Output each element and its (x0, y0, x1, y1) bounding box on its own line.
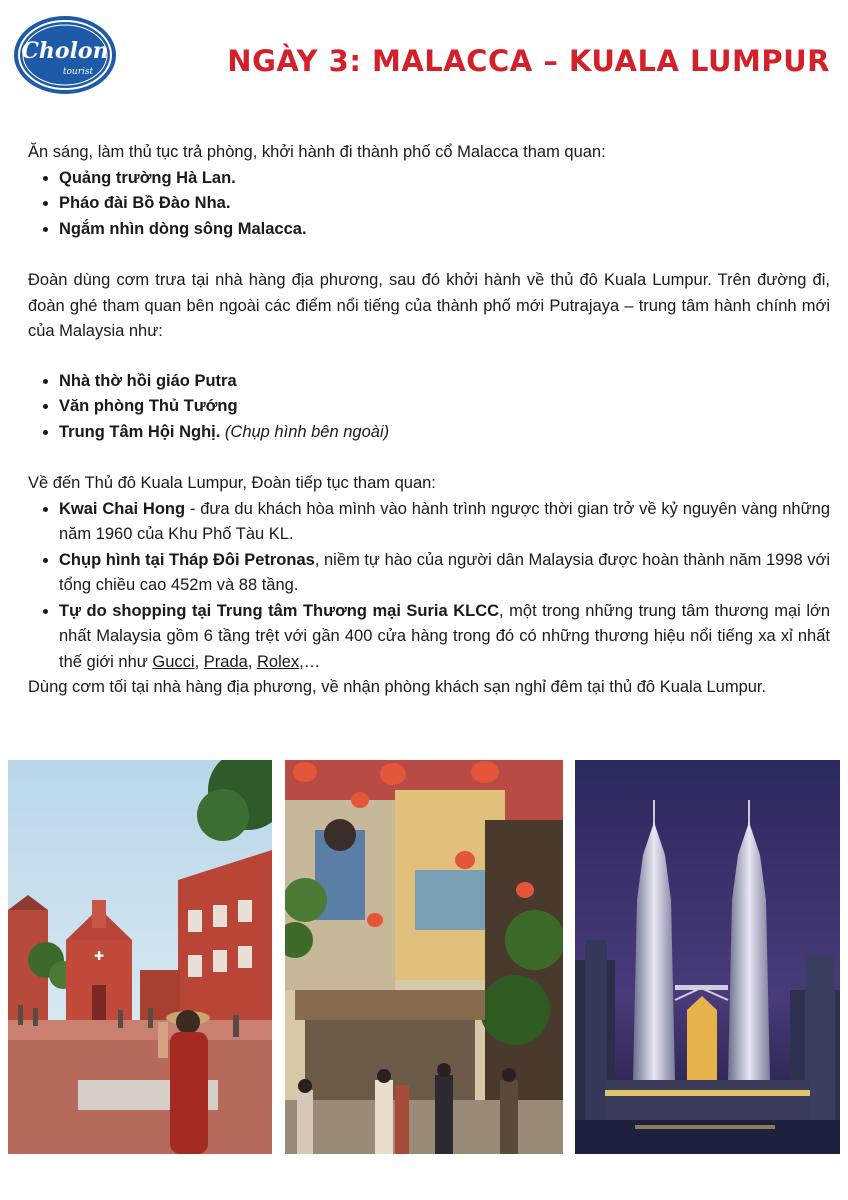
section2-paragraph: Đoàn dùng cơm trưa tại nhà hàng địa phương, sau đó khởi hành về thủ đô Kuala Lumpur. Trên đường đi, đoàn ghé tham quan bên ngoài các điểm nổi tiếng của thành phố mới Putrajaya – trung tâm hành chính mới của Malaysia như: (28, 271, 830, 340)
brand-link-gucci[interactable]: Gucci (152, 652, 195, 671)
list-item: • Nhà thờ hồi giáo Putra (59, 369, 830, 395)
list-item: • Trung Tâm Hội Nghị. (Chụp hình bên ngoài) (59, 420, 830, 446)
list-item: • Quảng trường Hà Lan. (59, 166, 830, 192)
brand-link-rolex[interactable]: Rolex (256, 652, 300, 671)
section1-intro: Ăn sáng, làm thủ tục trả phòng, khởi hành đi thành phố cổ Malacca tham quan: (28, 143, 606, 161)
page-title: NGÀY 3: MALACCA – KUALA LUMPUR (227, 44, 830, 78)
section2-list (28, 369, 830, 446)
logo-text: Cholon (21, 38, 109, 64)
section1-list (28, 166, 830, 243)
section3-list (28, 497, 830, 676)
section3-closing: Dùng cơm tối tại nhà hàng địa phương, về nhận phòng khách sạn nghỉ đêm tại thủ đô Kuala Lumpur. (28, 678, 767, 696)
photo-malacca-square (8, 760, 272, 1154)
brand-link-prada[interactable]: Prada (203, 652, 248, 671)
list-item: • Ngắm nhìn dòng sông Malacca. (59, 217, 830, 243)
photo-gallery (8, 760, 840, 1154)
church-cross-icon: ✚ (93, 949, 105, 963)
list-item: • Tự do shopping tại Trung tâm Thương mại Suria KLCC, một trong những trung tâm thương mại lớn nhất Malaysia gồm 6 tầng trệt với gần 400 cửa hàng trong đó có những thương hiệu nổi tiếng xa xỉ nhất thế giới như Gucci, Prada, Rolex,… (59, 599, 830, 676)
list-item: • Văn phòng Thủ Tướng (59, 394, 830, 420)
itinerary-content (28, 140, 830, 701)
list-item: • Kwai Chai Hong - đưa du khách hòa mình vào hành trình ngược thời gian trở về kỷ nguyên vàng những năm 1960 của Khu Phố Tàu KL. (59, 497, 830, 548)
logo-subtext: tourist (62, 67, 94, 77)
section3-intro: Về đến Thủ đô Kuala Lumpur, Đoàn tiếp tục tham quan: (28, 474, 436, 492)
photo-kwai-chai-hong (285, 760, 563, 1154)
photo-petronas-towers (575, 760, 840, 1154)
list-item: • Chụp hình tại Tháp Đôi Petronas, niềm tự hào của người dân Malaysia được hoàn thành năm 1998 với tổng chiều cao 452m và 88 tầng. (59, 548, 830, 599)
list-item: • Pháo đài Bồ Đào Nha. (59, 191, 830, 217)
company-logo[interactable] (12, 14, 118, 96)
